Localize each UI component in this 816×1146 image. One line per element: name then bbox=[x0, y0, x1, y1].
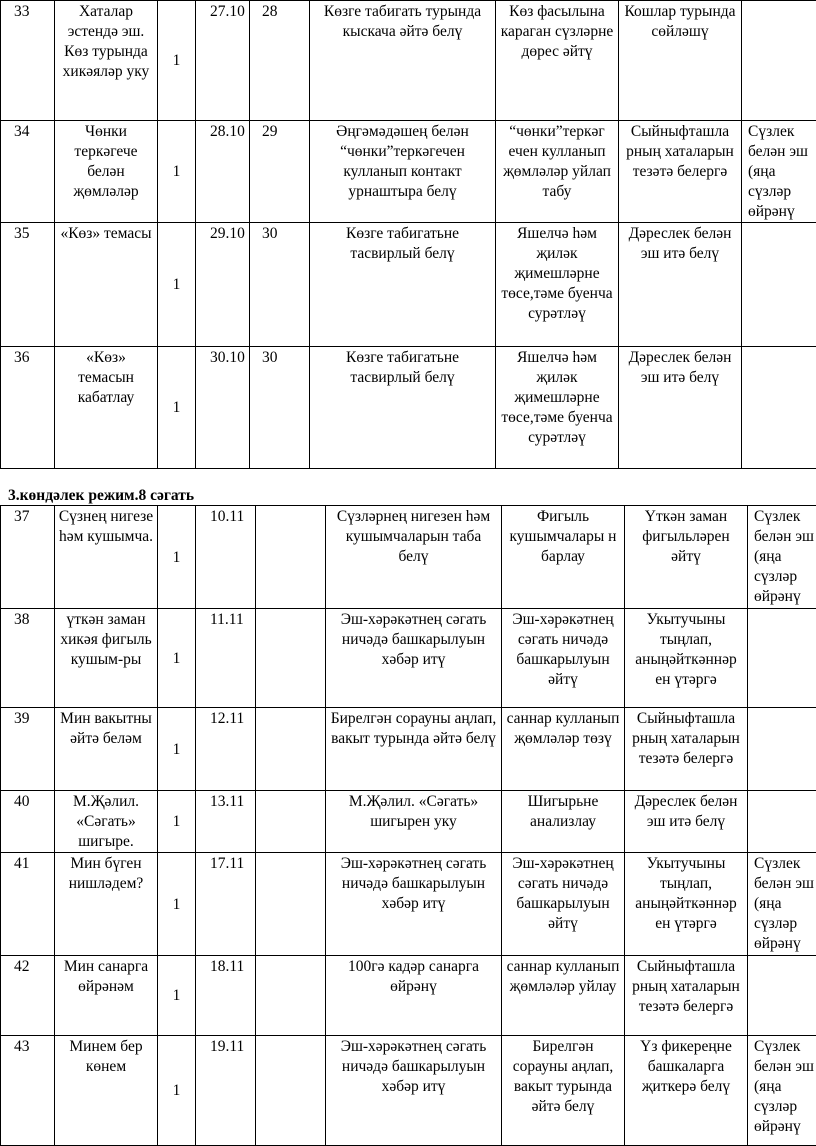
activity-cell: Үткән заман фигыльләрен әйтү bbox=[625, 506, 748, 609]
content-cell: Эш-хәрәкәтнең сәгать ничәдә башкарылуын әйтү bbox=[502, 853, 625, 956]
lesson-index-cell bbox=[256, 791, 326, 853]
goal-cell: Көзге табигать турында кыскача әйтә белү bbox=[310, 1, 496, 121]
goal-cell: М.Җәлил. «Сәгать» шигырен уку bbox=[326, 791, 502, 853]
content-cell: саннар кулланып җөмләләр төзү bbox=[502, 708, 625, 791]
date-cell: 12.11 bbox=[196, 708, 256, 791]
activity-cell: Укытучыны тыңлап, аныңәйткәннәр ен үтәргә bbox=[625, 853, 748, 956]
extra-activity-line: (яңа bbox=[754, 1077, 816, 1097]
goal-cell: Көзге табигатьне тасвирлый белү bbox=[310, 347, 496, 469]
hours-cell: 1 bbox=[158, 121, 196, 223]
extra-activity-line: өйрәнү bbox=[754, 587, 816, 607]
extra-activity-line: белән эш bbox=[748, 142, 816, 162]
topic-cell: «Көз» темасын кабатлау bbox=[55, 347, 158, 469]
extra-activity-line: Сүзлек bbox=[754, 854, 816, 874]
extra-activity-line: белән эш bbox=[754, 527, 816, 547]
activity-cell: Сыйныфташла рның хаталарын тезәтә белергә bbox=[625, 956, 748, 1036]
lesson-number-cell: 41 bbox=[1, 853, 55, 956]
lesson-number-cell: 38 bbox=[1, 609, 55, 708]
date-cell: 17.11 bbox=[196, 853, 256, 956]
date-cell: 18.11 bbox=[196, 956, 256, 1036]
topic-cell: Мин санарга өйрәнәм bbox=[55, 956, 158, 1036]
date-cell: 19.11 bbox=[196, 1036, 256, 1146]
activity-cell: Сыйныфташла рның хаталарын тезәтә белергә bbox=[625, 708, 748, 791]
content-cell: Эш-хәрәкәтнең сәгать ничәдә башкарылуын әйтү bbox=[502, 609, 625, 708]
table-row bbox=[1, 609, 816, 708]
extra-activity-cell bbox=[748, 956, 816, 1036]
extra-activity-line: (яңа bbox=[754, 894, 816, 914]
hours-cell: 1 bbox=[158, 609, 196, 708]
activity-cell: Дәреслек белән эш итә белү bbox=[619, 223, 742, 347]
lesson-index-cell bbox=[256, 609, 326, 708]
hours-cell: 1 bbox=[158, 956, 196, 1036]
lesson-plan-table-1 bbox=[0, 0, 816, 469]
goal-cell: Сүзләрнең нигезен һәм кушымчаларын таба белү bbox=[326, 506, 502, 609]
table-row bbox=[1, 1036, 816, 1146]
extra-activity-line: (яңа bbox=[754, 547, 816, 567]
hours-cell: 1 bbox=[158, 1, 196, 121]
activity-cell: Сыйныфташла рның хаталарын тезәтә белергә bbox=[619, 121, 742, 223]
lesson-index-cell bbox=[256, 708, 326, 791]
topic-cell: М.Җәлил. «Сәгать» шигыре. bbox=[55, 791, 158, 853]
table-row bbox=[1, 121, 816, 223]
extra-activity-line: өйрәнү bbox=[748, 202, 816, 222]
extra-activity-cell bbox=[748, 708, 816, 791]
hours-cell: 1 bbox=[158, 1036, 196, 1146]
extra-activity-line: (яңа bbox=[748, 162, 816, 182]
extra-activity-line: сүзләр bbox=[754, 1097, 816, 1117]
lesson-number-cell: 35 bbox=[1, 223, 55, 347]
extra-activity-cell bbox=[748, 1036, 816, 1146]
table-row bbox=[1, 223, 816, 347]
table-row bbox=[1, 956, 816, 1036]
goal-cell: 100гә кадәр санарга өйрәнү bbox=[326, 956, 502, 1036]
table-row bbox=[1, 506, 816, 609]
lesson-number-cell: 37 bbox=[1, 506, 55, 609]
content-cell: Яшелчә һәм җиләк җимешләрне төсе,тәме буенча сурәтләү bbox=[496, 223, 619, 347]
goal-cell: Әңгәмәдәшең белән “чөнки”теркәгечен кулланып контакт урнаштыра белү bbox=[310, 121, 496, 223]
content-cell: Фигыль кушымчалары н барлау bbox=[502, 506, 625, 609]
topic-cell: Мин бүген нишләдем? bbox=[55, 853, 158, 956]
topic-cell: Минем бер көнем bbox=[55, 1036, 158, 1146]
extra-activity-line: Сүзлек bbox=[754, 507, 816, 527]
table-row bbox=[1, 791, 816, 853]
goal-cell: Көзге табигатьне тасвирлый белү bbox=[310, 223, 496, 347]
content-cell: Бирелгән сорауны аңлап, вакыт турында әйтә белү bbox=[502, 1036, 625, 1146]
extra-activity-cell bbox=[748, 853, 816, 956]
lesson-plan-table-2 bbox=[0, 505, 816, 1146]
date-cell: 27.10 bbox=[196, 1, 250, 121]
topic-cell: Чөнки теркәгече белән җөмләләр bbox=[55, 121, 158, 223]
extra-activity-line: Сүзлек bbox=[748, 122, 816, 142]
lesson-index-cell bbox=[256, 853, 326, 956]
activity-cell: Дәреслек белән эш итә белү bbox=[625, 791, 748, 853]
hours-cell: 1 bbox=[158, 853, 196, 956]
date-cell: 28.10 bbox=[196, 121, 250, 223]
hours-cell: 1 bbox=[158, 506, 196, 609]
extra-activity-cell bbox=[742, 347, 816, 469]
extra-activity-line: сүзләр bbox=[748, 182, 816, 202]
hours-cell: 1 bbox=[158, 791, 196, 853]
extra-activity-line: белән эш bbox=[754, 1057, 816, 1077]
content-cell: “чөнки”теркәг ечен кулланып җөмләләр уйлап табу bbox=[496, 121, 619, 223]
activity-cell: Укытучыны тыңлап, аныңәйткәннәр ен үтәргә bbox=[625, 609, 748, 708]
topic-cell: Хаталар эстендә эш. Көз турында хикәяләр уку bbox=[55, 1, 158, 121]
hours-cell: 1 bbox=[158, 347, 196, 469]
lesson-number-cell: 34 bbox=[1, 121, 55, 223]
activity-cell: Дәреслек белән эш итә белү bbox=[619, 347, 742, 469]
extra-activity-cell bbox=[742, 121, 816, 223]
goal-cell: Эш-хәрәкәтнең сәгать ничәдә башкарылуын хәбәр итү bbox=[326, 1036, 502, 1146]
content-cell: саннар кулланып җөмләләр уйлау bbox=[502, 956, 625, 1036]
activity-cell: Үз фикереңне башкаларга җиткерә белү bbox=[625, 1036, 748, 1146]
goal-cell: Эш-хәрәкәтнең сәгать ничәдә башкарылуын хәбәр итү bbox=[326, 609, 502, 708]
lesson-number-cell: 42 bbox=[1, 956, 55, 1036]
lesson-number-cell: 43 bbox=[1, 1036, 55, 1146]
lesson-number-cell: 40 bbox=[1, 791, 55, 853]
extra-activity-cell bbox=[748, 506, 816, 609]
extra-activity-line: Сүзлек bbox=[754, 1037, 816, 1057]
date-cell: 30.10 bbox=[196, 347, 250, 469]
date-cell: 13.11 bbox=[196, 791, 256, 853]
date-cell: 11.11 bbox=[196, 609, 256, 708]
lesson-index-cell bbox=[256, 1036, 326, 1146]
content-cell: Яшелчә һәм җиләк җимешләрне төсе,тәме буенча сурәтләү bbox=[496, 347, 619, 469]
table-row bbox=[1, 708, 816, 791]
lesson-index-cell bbox=[256, 956, 326, 1036]
extra-activity-line: белән эш bbox=[754, 874, 816, 894]
table-row bbox=[1, 853, 816, 956]
date-cell: 10.11 bbox=[196, 506, 256, 609]
table-row bbox=[1, 1, 816, 121]
topic-cell: үткән заман хикәя фигыль кушым-ры bbox=[55, 609, 158, 708]
section-heading: 3.көндәлек режим.8 сәгать bbox=[8, 486, 194, 506]
lesson-number-cell: 36 bbox=[1, 347, 55, 469]
lesson-index-cell bbox=[256, 506, 326, 609]
activity-cell: Кошлар турында сөйләшү bbox=[619, 1, 742, 121]
extra-activity-line: өйрәнү bbox=[754, 1117, 816, 1137]
extra-activity-cell bbox=[742, 223, 816, 347]
table-row bbox=[1, 347, 816, 469]
goal-cell: Бирелгән сорауны аңлап, вакыт турында әйтә белү bbox=[326, 708, 502, 791]
content-cell: Шигырьне анализлау bbox=[502, 791, 625, 853]
extra-activity-cell bbox=[748, 791, 816, 853]
topic-cell: Сүзнең нигезе һәм кушымча. bbox=[55, 506, 158, 609]
hours-cell: 1 bbox=[158, 223, 196, 347]
lesson-index-cell: 28 bbox=[250, 1, 310, 121]
content-cell: Көз фасылына караган сүзләрне дөрес әйтү bbox=[496, 1, 619, 121]
lesson-index-cell: 29 bbox=[250, 121, 310, 223]
lesson-index-cell: 30 bbox=[250, 347, 310, 469]
topic-cell: Мин вакытны әйтә беләм bbox=[55, 708, 158, 791]
lesson-number-cell: 33 bbox=[1, 1, 55, 121]
extra-activity-cell bbox=[742, 1, 816, 121]
extra-activity-line: сүзләр bbox=[754, 914, 816, 934]
extra-activity-cell bbox=[748, 609, 816, 708]
lesson-index-cell: 30 bbox=[250, 223, 310, 347]
extra-activity-line: сүзләр bbox=[754, 567, 816, 587]
hours-cell: 1 bbox=[158, 708, 196, 791]
date-cell: 29.10 bbox=[196, 223, 250, 347]
extra-activity-line: өйрәнү bbox=[754, 934, 816, 954]
goal-cell: Эш-хәрәкәтнең сәгать ничәдә башкарылуын хәбәр итү bbox=[326, 853, 502, 956]
topic-cell: «Көз» темасы bbox=[55, 223, 158, 347]
lesson-number-cell: 39 bbox=[1, 708, 55, 791]
